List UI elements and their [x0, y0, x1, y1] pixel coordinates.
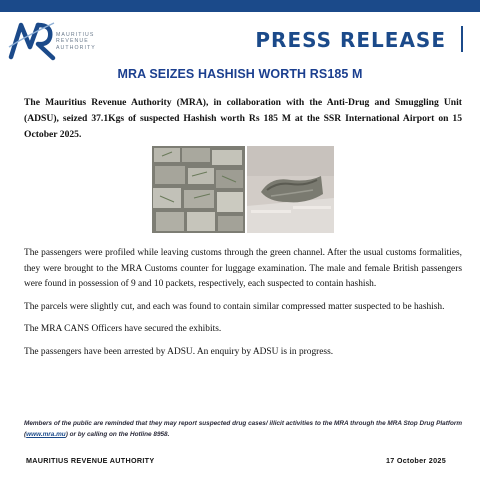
notice-text-after: ) or by calling on the Hotline 8958.	[65, 431, 170, 438]
photo-row	[152, 146, 334, 233]
mra-logo-icon	[8, 17, 58, 61]
footer-date: 17 October 2025	[385, 456, 446, 465]
mra-website-link[interactable]: www.mra.mu	[26, 431, 66, 438]
title-divider	[461, 26, 463, 52]
public-notice	[24, 418, 464, 440]
top-banner-bar	[0, 0, 480, 12]
mra-logo	[8, 17, 118, 61]
logo-line-3: AUTHORITY	[56, 44, 96, 51]
logo-line-1: MAURITIUS	[56, 32, 95, 38]
body-paragraph-2: The parcels were slightly cut, and each was found to contain similar compressed matter suspected to be hashish.	[24, 301, 445, 312]
body-paragraph-4: The passengers have been arrested by ADSU. An enquiry by ADSU is in progress.	[24, 346, 334, 357]
article-body	[24, 246, 462, 367]
opened-parcel-photo	[247, 146, 334, 233]
notice-text-before: Members of the public are reminded that they may report suspected drug cases/ illicit activities to the MRA through the MRA Stop Drug Platform (	[24, 420, 463, 438]
body-paragraph-3: The MRA CANS Officers have secured the exhibits.	[24, 324, 222, 334]
headline: MRA SEIZES HASHISH WORTH RS185 M	[117, 67, 363, 81]
logo-line-2: REVENUE	[56, 38, 89, 45]
seized-packets-photo	[152, 146, 245, 233]
footer-organization: MAURITIUS REVENUE AUTHORITY	[26, 456, 155, 465]
body-paragraph-1: The passengers were profiled while leaving customs through the green channel. After the usual customs formalities, they were brought to the MRA Customs counter for luggage examination. The male and female British passengers were found in possession of 9 and 10 packets, respectively, each suspected to contain hashish.	[24, 248, 462, 289]
press-release-title: PRESS RELEASE	[255, 28, 446, 52]
lead-paragraph: The Mauritius Revenue Authority (MRA), in collaboration with the Anti-Drug and Smuggling Unit (ADSU), seized 37.1Kgs of suspected Hashish worth Rs 185 M at the SSR International Airport on 15 October 2025.	[24, 97, 462, 140]
logo-wordmark	[56, 32, 118, 51]
